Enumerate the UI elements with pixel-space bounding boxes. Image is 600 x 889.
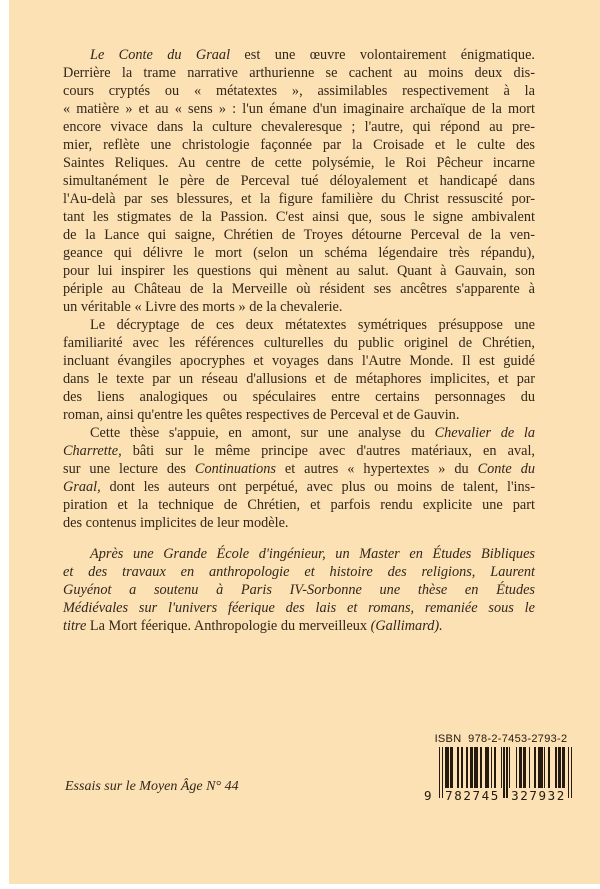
text-segment: mier, reflète une christologie façonnée par la Croisade et le culte des [63, 137, 535, 153]
text-segment: l'Au-delà par ses blessures, et la figure familière du Christ ressuscité por- [63, 191, 535, 207]
text-segment: « matière » et au « sens » : l'un émane d'un imaginaire archaïque de la mort [63, 101, 535, 117]
barcode-bar [555, 747, 556, 788]
barcode-digit-first: 9 [424, 788, 432, 803]
text-segment: des contenus implicites de leur modèle. [63, 515, 289, 531]
text-line [63, 334, 535, 352]
text-segment: dont les auteurs ont perpétué, avec plus ou moins de talent, l'ins- [100, 479, 535, 495]
text-segment: titre [63, 618, 90, 634]
text-segment: (Gallimard). [370, 618, 443, 634]
text-line [63, 316, 535, 334]
text-segment: cours cryptés ou « métatextes », assimilables respectivement à la [63, 83, 535, 99]
text-line [63, 280, 535, 298]
text-segment: Médiévales sur l'univers féerique des lais et romans, remaniée sous le [63, 600, 535, 616]
text-line [63, 118, 535, 136]
barcode-bar [523, 747, 526, 788]
text-line [63, 46, 535, 64]
text-segment: Graal, [63, 479, 101, 495]
text-segment: incluant évangiles apocryphes et voyages dans l'Autre Monde. Il est guidé [63, 353, 535, 369]
text-line [63, 244, 535, 262]
text-line [63, 262, 535, 280]
barcode-bar [485, 747, 489, 788]
text-segment: sur une lecture des [63, 461, 195, 477]
text-segment: simultanément le père de Perceval tué déloyalement et handicapé dans [63, 173, 535, 189]
first-line-indent [63, 436, 90, 437]
text-line [63, 581, 535, 599]
barcode-bar [439, 747, 440, 798]
text-segment: Charrette, [63, 443, 122, 459]
text-line [63, 100, 535, 118]
text-line [63, 599, 535, 617]
text-line [63, 496, 535, 514]
text-segment: Guyénot a soutenu à Paris IV-Sorbonne une thèse en Études [63, 582, 535, 598]
text-segment: tant les stigmates de la Passion. C'est ainsi que, sous le signe ambivalent [63, 209, 535, 225]
barcode-bar [562, 747, 565, 788]
barcode-digits-right-group: 327932 [511, 788, 566, 803]
text-line [63, 64, 535, 82]
text-segment: geance qui délivre le mort (selon un schéma légendaire très répandu), [63, 245, 535, 261]
text-segment: Le décryptage de ces deux métatextes symétriques présuppose une [90, 317, 535, 333]
barcode-bar [501, 747, 502, 788]
text-line [63, 298, 535, 316]
barcode-bar [445, 747, 449, 788]
text-line [63, 563, 535, 581]
text-segment: Le Conte du Graal [90, 47, 231, 63]
barcode-bar [450, 747, 453, 788]
text-line [63, 352, 535, 370]
barcode-bar [491, 747, 492, 788]
body-text [63, 46, 535, 635]
text-line [63, 424, 535, 442]
barcode-bar [506, 747, 507, 798]
barcode-bar [538, 747, 542, 788]
barcode-bar [516, 747, 517, 788]
text-line [63, 82, 535, 100]
text-line [63, 545, 535, 563]
text-segment: Saintes Reliques. Au centre de cette polysémie, le Roi Pêcheur incarne [63, 155, 535, 171]
barcode-bar [544, 747, 545, 788]
text-line [63, 442, 535, 460]
text-line [63, 190, 535, 208]
barcode-bar [503, 747, 504, 798]
text-segment: Après une Grande École d'ingénieur, un Master en Études Bibliques [90, 546, 535, 562]
text-segment: Derrière la trame narrative arthurienne se cachent au moins deux dis- [63, 65, 535, 81]
barcode-bar [480, 747, 483, 788]
barcode-digits-left-group: 782745 [445, 788, 500, 803]
text-segment: est une œuvre volontairement énigmatique. [230, 47, 535, 63]
paragraph-thesis-scope [63, 424, 535, 532]
barcode-bar [466, 747, 469, 788]
text-segment: périple au Château de la Merveille où résident ses ancêtres s'apparente à [63, 281, 535, 297]
barcode-bar [568, 747, 569, 798]
back-cover-page [9, 0, 600, 884]
text-segment: encore vivace dans la culture chevaleresque ; l'autre, qui répond au pre- [63, 119, 535, 135]
text-segment: de la Lance qui saigne, Chrétien de Troyes détourne Perceval de la ven- [63, 227, 535, 243]
text-line [63, 370, 535, 388]
first-line-indent [63, 557, 90, 558]
text-segment: Chevalier de la [434, 425, 535, 441]
barcode-bar [474, 747, 478, 788]
text-line [63, 478, 535, 496]
text-line [63, 388, 535, 406]
text-segment: dans le texte par un réseau d'allusions et de métaphores implicites, et par [63, 371, 535, 387]
barcode-bar [571, 747, 572, 798]
barcode-bar [457, 747, 458, 788]
text-segment: La Mort féerique. Anthropologie du merveilleux [89, 618, 371, 634]
text-segment: familiarité avec les références culturelles du public originel de Chrétien, [63, 335, 535, 351]
barcode-bar [558, 747, 561, 788]
text-line [63, 460, 535, 478]
barcode-bar [534, 747, 535, 788]
text-line [63, 208, 535, 226]
barcode-bar [519, 747, 522, 788]
text-segment: Cette thèse s'appuie, en amont, sur une analyse du [90, 425, 435, 441]
text-line [63, 172, 535, 190]
barcode-bar [529, 747, 530, 788]
paragraph-author-bio [63, 545, 535, 635]
text-segment: des liens analogiques ou spéculaires entre certains personnages du [63, 389, 535, 405]
barcode-bar [461, 747, 462, 788]
first-line-indent [63, 328, 90, 329]
text-line [63, 514, 535, 532]
text-line [63, 154, 535, 172]
first-line-indent [63, 58, 90, 59]
text-segment: pour lui inspirer les questions qui mènent au salut. Quant à Gauvain, son [63, 263, 535, 279]
text-segment: et des travaux en anthropologie et histoire des religions, Laurent [63, 564, 535, 580]
text-segment: Conte du [477, 461, 535, 477]
barcode-bar [509, 747, 510, 788]
text-segment: et autres « hypertextes » du [275, 461, 478, 477]
barcode-bar [470, 747, 473, 788]
text-segment: piration et la technique de Chrétien, et parfois rendu explicite une part [63, 497, 535, 513]
text-line [63, 226, 535, 244]
text-line [63, 136, 535, 154]
paragraph-synopsis-opening [63, 46, 535, 316]
text-segment: bâti sur le même principe avec d'autres matériaux, en aval, [121, 443, 535, 459]
paragraph-synopsis-decryptage [63, 316, 535, 424]
barcode-bar [548, 747, 549, 788]
text-segment: un véritable « Livre des morts » de la chevalerie. [63, 299, 343, 315]
text-segment: roman, ainsi qu'entre les quêtes respectives de Perceval et de Gauvin. [63, 407, 460, 423]
text-line [63, 617, 535, 635]
text-segment: Continuations [194, 461, 276, 477]
isbn-label: ISBN 978-2-7453-2793-2 [434, 733, 568, 745]
text-line [63, 406, 535, 424]
barcode-bar [494, 747, 497, 788]
isbn-barcode-block [411, 733, 591, 813]
series-label: Essais sur le Moyen Âge N° 44 [65, 779, 239, 794]
